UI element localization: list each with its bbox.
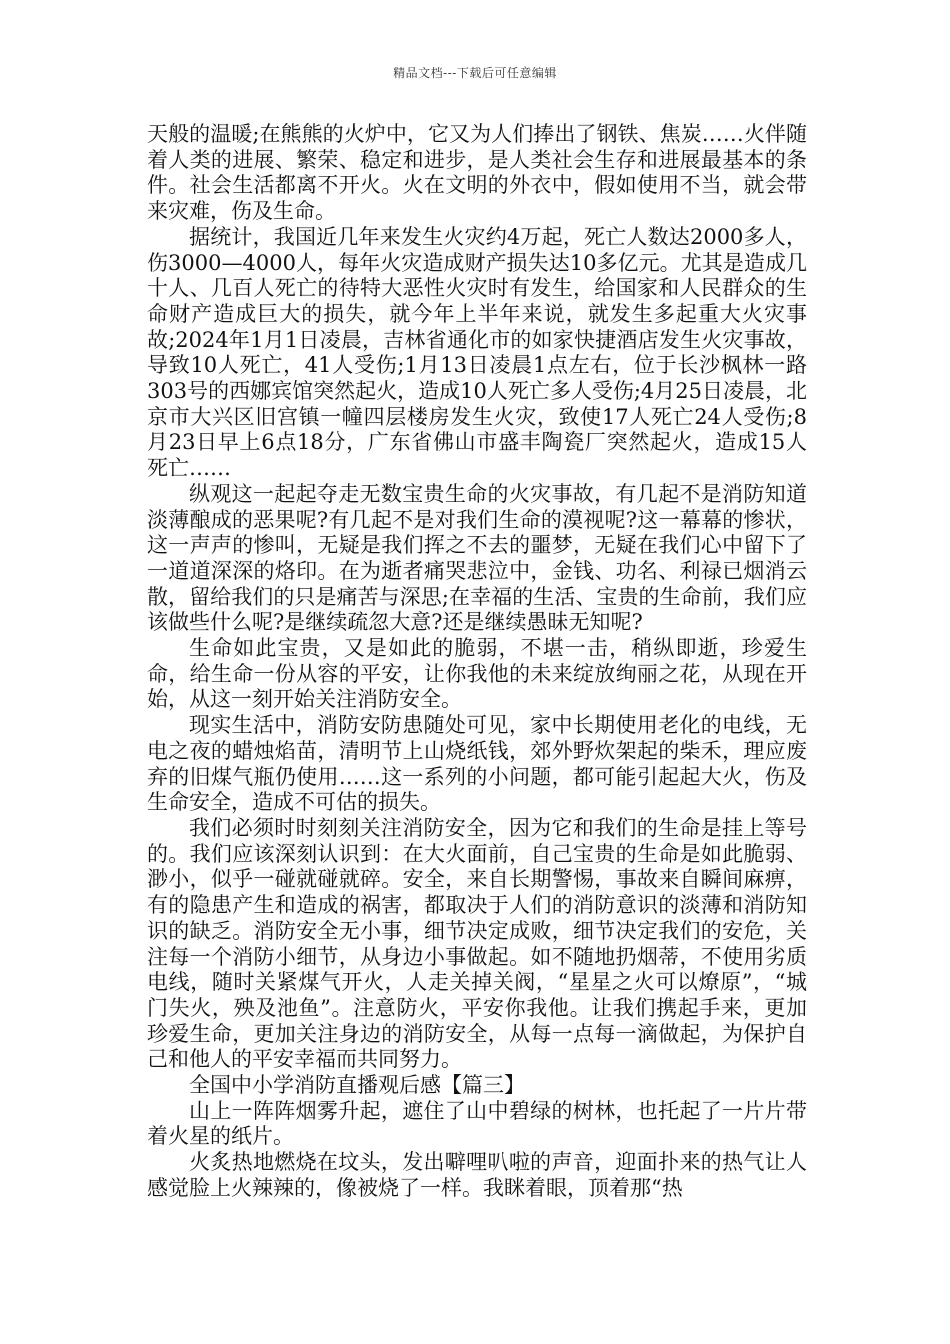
paragraph-2: 据统计，我国近几年来发生火灾约4万起，死亡人数达2000多人，伤3000—4000人，每年火灾造成财产损失达10多亿元。尤其是造成几十人、几百人死亡的待特大恶性火灾时有发生，给国家和人民群众的生命财产造成巨大的损失，就今年上半年来说，就发生多起重大火灾事故;2024年1月1日凌晨，吉林省通化市的如家快捷酒店发生火灾事故，导致10人死亡，41人受伤;1月13日凌晨1点左右，位于长沙枫林一路303号的西娜宾馆突然起火，造成10人死亡多人受伤;4月25日凌晨，北京市大兴区旧宫镇一幢四层楼房发生火灾，致使17人死亡24人受伤;8月23日早上6点18分，广东省佛山市盛丰陶瓷厂突然起火，造成15人死亡…… <box>147 224 807 481</box>
paragraph-3: 纵观这一起起夺走无数宝贵生命的火灾事故，有几起不是消防知道淡薄酿成的恶果呢?有几起不是对我们生命的漠视呢?这一幕幕的惨状，这一声声的惨叫，无疑是我们挥之不去的噩梦，无疑在我们心中留下了一道道深深的烙印。在为逝者痛哭悲泣中，金钱、功名、利禄已烟消云散，留给我们的只是痛苦与深思;在幸福的生活、宝贵的生命前，我们应该做些什么呢?是继续疏忽大意?还是继续愚昧无知呢? <box>147 481 807 635</box>
section-heading: 全国中小学消防直播观后感【篇三】 <box>189 1073 525 1098</box>
paragraph-7: 山上一阵阵烟雾升起，遮住了山中碧绿的树林，也托起了一片片带着火星的纸片。 <box>147 1098 807 1149</box>
paragraph-8: 火炙热地燃烧在坟头，发出噼哩叭啦的声音，迎面扑来的热气让人感觉脸上火辣辣的，像被烧了一样。我眯着眼，顶着那“热 <box>147 1150 807 1200</box>
paragraph-4: 生命如此宝贵，又是如此的脆弱，不堪一击，稍纵即逝，珍爱生命，给生命一份从容的平安，让你我他的未来绽放绚丽之花，从现在开始，从这一刻开始关注消防安全。 <box>147 636 807 712</box>
document-body <box>147 122 807 1202</box>
paragraph-6: 我们必须时时刻刻关注消防安全，因为它和我们的生命是挂上等号的。我们应该深刻认识到：在大火面前，自己宝贵的生命是如此脆弱、渺小，似乎一碰就碰就碎。安全，来自长期警惕，事故来自瞬间麻痹，有的隐患产生和造成的祸害，都取决于人们的消防意识的淡薄和消防知识的缺乏。消防安全无小事，细节决定成败，细节决定我们的安危，关注每一个消防小细节，从身边小事做起。如不随地扔烟蒂，不使用劣质电线，随时关紧煤气开火，人走关掉关阀，“星星之火可以燎原”，“城门失火，殃及池鱼”。注意防火，平安你我他。让我们携起手来，更加珍爱生命，更加关注身边的消防安全，从每一点每一滴做起，为保护自己和他人的平安幸福而共同努力。 <box>147 815 807 1072</box>
page-header: 精品文档---下载后可任意编辑 <box>393 66 557 80</box>
paragraph-1: 天般的温暖;在熊熊的火炉中，它又为人们捧出了钢铁、焦炭……火伴随着人类的进展、繁荣、稳定和进步，是人类社会生存和进展最基本的条件。社会生活都离不开火。火在文明的外衣中，假如使用不当，就会带来灾难，伤及生命。 <box>147 122 807 224</box>
paragraph-5: 现实生活中，消防安防患随处可见，家中长期使用老化的电线，无电之夜的蜡烛焰苗，清明节上山烧纸钱，郊外野炊架起的柴禾，理应废弃的旧煤气瓶仍使用……这一系列的小问题，都可能引起起大火，伤及生命安全，造成不可估的损失。 <box>147 713 807 815</box>
